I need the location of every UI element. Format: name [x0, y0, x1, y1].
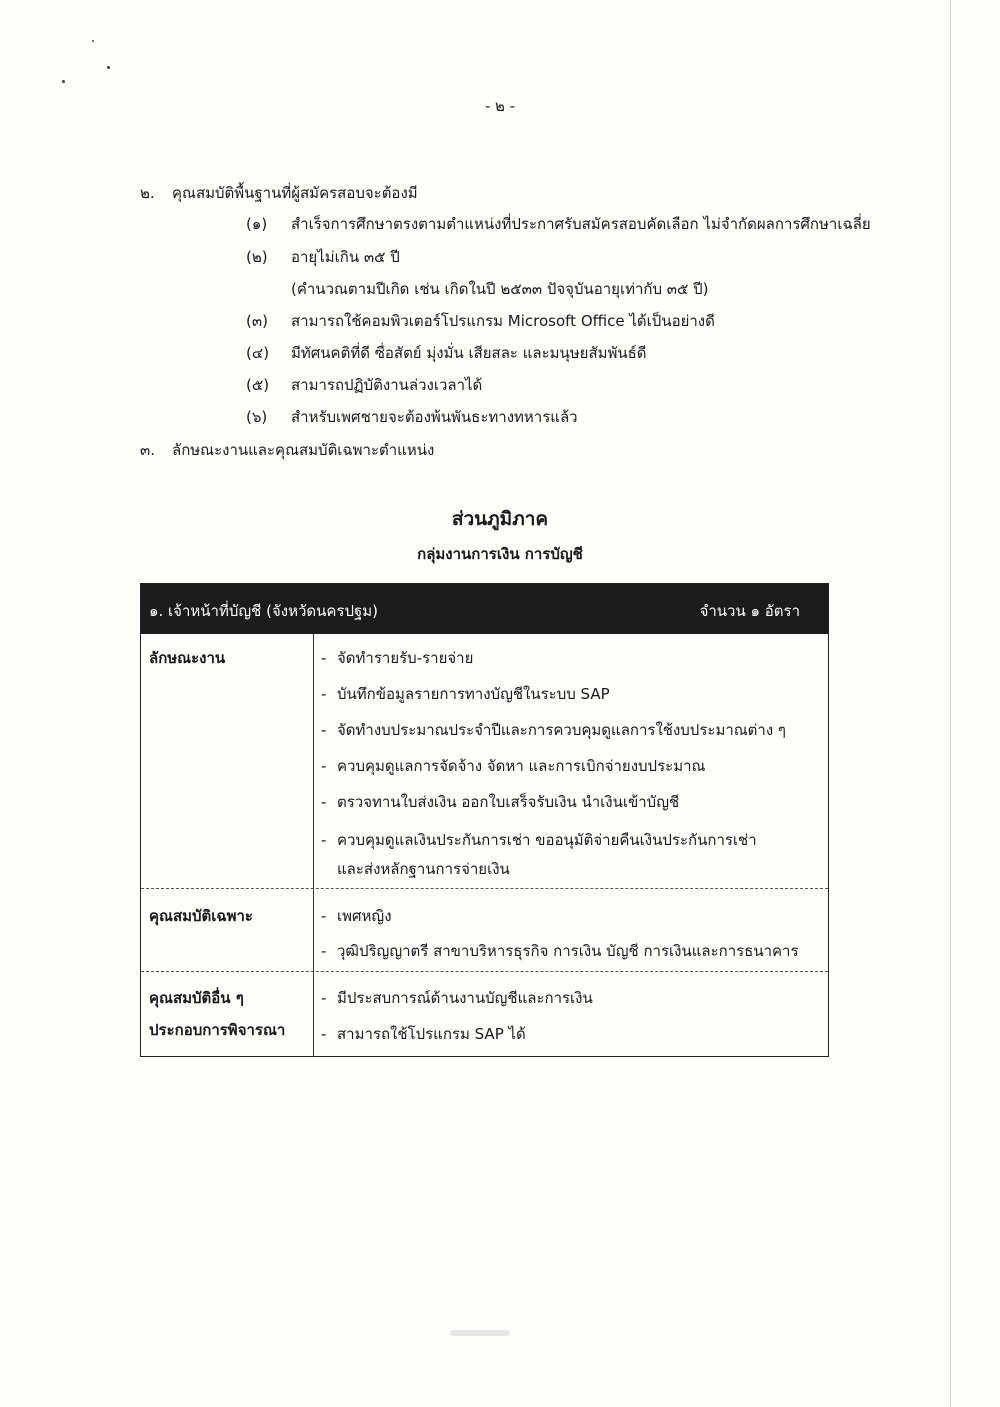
section-3-heading: ลักษณะงานและคุณสมบัติเฉพาะตำแหน่ง [172, 441, 435, 459]
job-count: จำนวน ๑ อัตรา [699, 602, 800, 620]
qualification-label: คุณสมบัติเฉพาะ [149, 907, 253, 925]
job-header [141, 584, 828, 634]
bullet-dash: - [321, 831, 327, 849]
qualification-item-text: เพศหญิง [337, 907, 392, 925]
scan-page-edge [950, 0, 951, 1407]
duties-label: ลักษณะงาน [149, 649, 226, 667]
duty-text: จัดทำงบประมาณประจำปีและการควบคุมดูแลการใช้งบประมาณต่าง ๆ [337, 721, 786, 739]
duty-text: ควบคุมดูแลการจัดจ้าง จัดหา และการเบิกจ่ายงบประมาณ [337, 757, 706, 775]
duty-item [321, 828, 757, 852]
qualification-text: สามารถปฏิบัติงานล่วงเวลาได้ [291, 376, 483, 394]
qualification-number: (๑) [246, 215, 268, 233]
duty-text: ตรวจทานใบส่งเงิน ออกใบเสร็จรับเงิน นำเงินเข้าบัญชี [337, 793, 680, 811]
qualification-text: สำเร็จการศึกษาตรงตามตำแหน่งที่ประกาศรับสมัครสอบคัดเลือก ไม่จำกัดผลการศึกษาเฉลี่ย [291, 215, 871, 233]
job-title: ๑. เจ้าหน้าที่บัญชี (จังหวัดนครปฐม) [149, 602, 378, 620]
qualification-number: (๔) [246, 344, 270, 362]
qualification-number: (๓) [246, 312, 268, 330]
duty-continuation: และส่งหลักฐานการจ่ายเงิน [337, 860, 510, 878]
duty-item [321, 754, 705, 778]
other-label-line-2: ประกอบการพิจารณา [149, 1021, 286, 1039]
column-divider [313, 634, 314, 1056]
region-title: ส่วนภูมิภาค [451, 508, 549, 530]
qualification-text: มีทัศนคติที่ดี ซื่อสัตย์ มุ่งมั่น เสียสละ และมนุษยสัมพันธ์ดี [291, 344, 647, 362]
scan-speck [62, 80, 65, 83]
section-3-number: ๓. [140, 441, 156, 459]
scan-speck [92, 40, 94, 42]
other-item [321, 986, 593, 1010]
other-item-text: สามารถใช้โปรแกรม SAP ได้ [337, 1025, 526, 1043]
qualification-text: สำหรับเพศชายจะต้องพ้นพันธะทางทหารแล้ว [291, 408, 578, 426]
duty-item [321, 790, 679, 814]
qualification-number: (๕) [246, 376, 270, 394]
other-item [321, 1022, 526, 1046]
qualification-number: (๖) [246, 408, 268, 426]
page-number: - ๒ - [484, 97, 516, 115]
scan-smudge [450, 1330, 510, 1336]
qualification-item-text: วุฒิปริญญาตรี สาขาบริหารธุรกิจ การเงิน บัญชี การเงินและการธนาคาร [337, 942, 799, 960]
section-2-number: ๒. [140, 184, 155, 202]
job-table [140, 583, 829, 1057]
section-2-heading: คุณสมบัติพื้นฐานที่ผู้สมัครสอบจะต้องมี [172, 184, 418, 202]
duty-item [321, 682, 610, 706]
bullet-dash: - [321, 757, 327, 775]
bullet-dash: - [321, 989, 327, 1007]
row-divider [141, 888, 828, 889]
duty-item [321, 718, 786, 742]
row-divider [141, 971, 828, 972]
duty-text: จัดทำรายรับ-รายจ่าย [337, 649, 474, 667]
qualification-note: (คำนวณตามปีเกิด เช่น เกิดในปี ๒๕๓๓ ปัจจุบันอายุเท่ากับ ๓๕ ปี) [291, 280, 709, 298]
scan-speck [107, 66, 110, 69]
bullet-dash: - [321, 793, 327, 811]
bullet-dash: - [321, 685, 327, 703]
qualification-item [321, 904, 392, 928]
qualification-number: (๒) [246, 248, 268, 266]
qualification-text: สามารถใช้คอมพิวเตอร์โปรแกรม Microsoft Office ได้เป็นอย่างดี [291, 312, 715, 330]
qualification-item [321, 939, 799, 963]
other-item-text: มีประสบการณ์ด้านงานบัญชีและการเงิน [337, 989, 593, 1007]
duty-item [321, 646, 473, 670]
bullet-dash: - [321, 721, 327, 739]
bullet-dash: - [321, 942, 327, 960]
duty-text: ควบคุมดูแลเงินประกันการเช่า ขออนุมัติจ่ายคืนเงินประกันการเช่า [337, 831, 757, 849]
other-label-line-1: คุณสมบัติอื่น ๆ [149, 989, 244, 1007]
group-title: กลุ่มงานการเงิน การบัญชี [417, 545, 583, 563]
bullet-dash: - [321, 1025, 327, 1043]
bullet-dash: - [321, 649, 327, 667]
duty-text: บันทึกข้อมูลรายการทางบัญชีในระบบ SAP [337, 685, 610, 703]
bullet-dash: - [321, 907, 327, 925]
qualification-text: อายุไม่เกิน ๓๕ ปี [291, 248, 400, 266]
